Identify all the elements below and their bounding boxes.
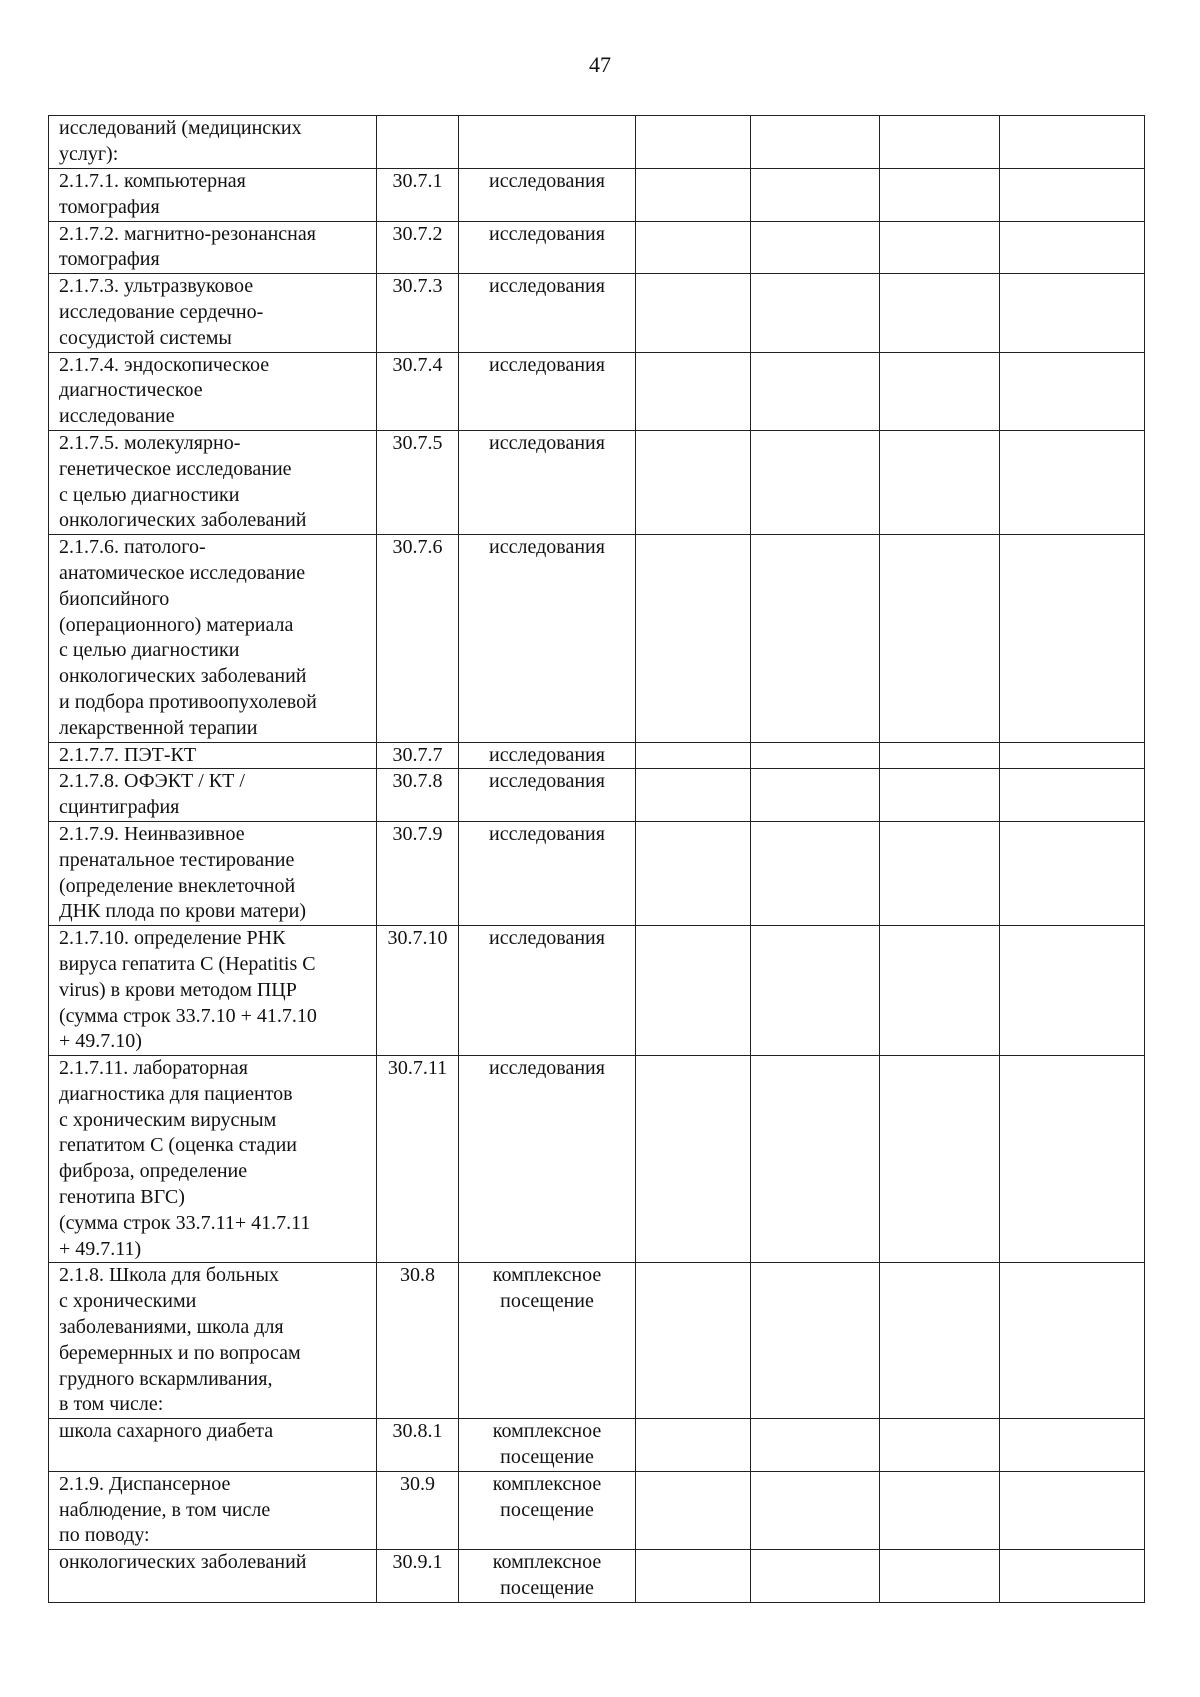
empty-value-cell (1000, 535, 1145, 742)
empty-value-cell (636, 116, 751, 169)
empty-value-cell (880, 535, 1000, 742)
empty-value-cell (751, 769, 880, 822)
row-unit-cell: исследования (459, 352, 636, 430)
empty-value-cell (636, 926, 751, 1056)
empty-value-cell (636, 1471, 751, 1549)
row-unit-cell: исследования (459, 221, 636, 274)
empty-value-cell (636, 742, 751, 769)
row-code-cell: 30.7.1 (377, 169, 459, 222)
table-row (49, 742, 1145, 769)
empty-value-cell (880, 1550, 1000, 1603)
empty-value-cell (880, 1056, 1000, 1263)
row-code-cell: 30.9 (377, 1471, 459, 1549)
row-name-cell: 2.1.7.11. лабораторная диагностика для пациентов с хроническим вирусным гепатитом С (оценка стадии фиброза, определение генотипа ВГС) (сумма строк 33.7.11+ 41.7.11 + 49.7.11) (49, 1056, 377, 1263)
row-unit-cell: исследования (459, 169, 636, 222)
empty-value-cell (880, 1263, 1000, 1419)
empty-value-cell (1000, 352, 1145, 430)
empty-value-cell (880, 116, 1000, 169)
empty-value-cell (636, 1056, 751, 1263)
empty-value-cell (1000, 742, 1145, 769)
table-row (49, 169, 1145, 222)
empty-value-cell (751, 1056, 880, 1263)
table-row (49, 221, 1145, 274)
empty-value-cell (1000, 1263, 1145, 1419)
empty-value-cell (751, 1263, 880, 1419)
row-name-cell: 2.1.7.9. Неинвазивное пренатальное тестирование (определение внеклеточной ДНК плода по крови матери) (49, 821, 377, 925)
empty-value-cell (751, 221, 880, 274)
row-code-cell: 30.7.6 (377, 535, 459, 742)
empty-value-cell (636, 535, 751, 742)
empty-value-cell (751, 926, 880, 1056)
empty-value-cell (1000, 274, 1145, 352)
table-row (49, 352, 1145, 430)
row-code-cell: 30.7.8 (377, 769, 459, 822)
empty-value-cell (1000, 1471, 1145, 1549)
row-unit-cell: исследования (459, 742, 636, 769)
empty-value-cell (636, 1263, 751, 1419)
row-unit-cell: исследования (459, 769, 636, 822)
row-code-cell: 30.7.11 (377, 1056, 459, 1263)
row-name-cell: 2.1.7.6. патолого- анатомическое исследование биопсийного (операционного) материала с целью диагностики онкологических заболеваний и подбора противоопухолевой лекарственной терапии (49, 535, 377, 742)
empty-value-cell (1000, 1419, 1145, 1472)
row-name-cell: 2.1.7.3. ультразвуковое исследование сердечно- сосудистой системы (49, 274, 377, 352)
empty-value-cell (880, 1419, 1000, 1472)
empty-value-cell (1000, 116, 1145, 169)
row-unit-cell: исследования (459, 430, 636, 534)
empty-value-cell (880, 169, 1000, 222)
empty-value-cell (1000, 430, 1145, 534)
empty-value-cell (636, 352, 751, 430)
row-unit-cell: комплексное посещение (459, 1550, 636, 1603)
row-code-cell: 30.7.2 (377, 221, 459, 274)
empty-value-cell (880, 430, 1000, 534)
table-row (49, 1471, 1145, 1549)
empty-value-cell (751, 430, 880, 534)
empty-value-cell (1000, 769, 1145, 822)
table-row (49, 116, 1145, 169)
row-code-cell (377, 116, 459, 169)
row-unit-cell: исследования (459, 535, 636, 742)
empty-value-cell (751, 535, 880, 742)
table-row (49, 274, 1145, 352)
empty-value-cell (880, 769, 1000, 822)
table-row (49, 1419, 1145, 1472)
row-name-cell: онкологических заболеваний (49, 1550, 377, 1603)
row-name-cell: школа сахарного диабета (49, 1419, 377, 1472)
row-name-cell: 2.1.7.10. определение РНК вируса гепатита С (Hepatitis C virus) в крови методом ПЦР (сумма строк 33.7.10 + 41.7.10 + 49.7.10) (49, 926, 377, 1056)
empty-value-cell (880, 221, 1000, 274)
empty-value-cell (636, 430, 751, 534)
empty-value-cell (636, 1419, 751, 1472)
row-name-cell: 2.1.7.4. эндоскопическое диагностическое исследование (49, 352, 377, 430)
row-unit-cell: исследования (459, 821, 636, 925)
table-row (49, 769, 1145, 822)
row-name-cell: 2.1.7.8. ОФЭКТ / КТ / сцинтиграфия (49, 769, 377, 822)
empty-value-cell (636, 221, 751, 274)
table-row (49, 430, 1145, 534)
row-name-cell: 2.1.7.5. молекулярно- генетическое исследование с целью диагностики онкологических заболеваний (49, 430, 377, 534)
row-name-cell: 2.1.8. Школа для больных с хроническими заболеваниями, школа для беремернных и по вопросам грудного вскармливания, в том числе: (49, 1263, 377, 1419)
row-code-cell: 30.7.3 (377, 274, 459, 352)
statistics-table (48, 115, 1145, 1603)
empty-value-cell (636, 1550, 751, 1603)
empty-value-cell (1000, 1056, 1145, 1263)
row-code-cell: 30.9.1 (377, 1550, 459, 1603)
page-number: 47 (589, 52, 611, 77)
table-row (49, 535, 1145, 742)
empty-value-cell (880, 821, 1000, 925)
row-unit-cell (459, 116, 636, 169)
empty-value-cell (751, 821, 880, 925)
empty-value-cell (751, 1550, 880, 1603)
empty-value-cell (636, 769, 751, 822)
empty-value-cell (636, 821, 751, 925)
row-name-cell: 2.1.7.7. ПЭТ-КТ (49, 742, 377, 769)
empty-value-cell (751, 274, 880, 352)
empty-value-cell (636, 169, 751, 222)
empty-value-cell (880, 352, 1000, 430)
empty-value-cell (751, 742, 880, 769)
empty-value-cell (1000, 1550, 1145, 1603)
empty-value-cell (751, 352, 880, 430)
empty-value-cell (751, 1471, 880, 1549)
row-code-cell: 30.7.10 (377, 926, 459, 1056)
empty-value-cell (751, 169, 880, 222)
empty-value-cell (880, 742, 1000, 769)
row-unit-cell: комплексное посещение (459, 1471, 636, 1549)
table-row (49, 1263, 1145, 1419)
table-row (49, 926, 1145, 1056)
empty-value-cell (1000, 821, 1145, 925)
row-code-cell: 30.7.7 (377, 742, 459, 769)
row-name-cell: 2.1.7.2. магнитно-резонансная томография (49, 221, 377, 274)
empty-value-cell (1000, 221, 1145, 274)
row-code-cell: 30.7.5 (377, 430, 459, 534)
row-name-cell: 2.1.9. Диспансерное наблюдение, в том числе по поводу: (49, 1471, 377, 1549)
empty-value-cell (880, 1471, 1000, 1549)
empty-value-cell (751, 116, 880, 169)
row-name-cell: 2.1.7.1. компьютерная томография (49, 169, 377, 222)
empty-value-cell (1000, 169, 1145, 222)
empty-value-cell (880, 274, 1000, 352)
empty-value-cell (880, 926, 1000, 1056)
empty-value-cell (636, 274, 751, 352)
table-row (49, 1550, 1145, 1603)
row-unit-cell: комплексное посещение (459, 1263, 636, 1419)
row-unit-cell: исследования (459, 274, 636, 352)
row-code-cell: 30.8 (377, 1263, 459, 1419)
empty-value-cell (751, 1419, 880, 1472)
row-unit-cell: исследования (459, 926, 636, 1056)
table-row (49, 821, 1145, 925)
row-unit-cell: комплексное посещение (459, 1419, 636, 1472)
table-row (49, 1056, 1145, 1263)
row-code-cell: 30.7.9 (377, 821, 459, 925)
row-code-cell: 30.7.4 (377, 352, 459, 430)
row-code-cell: 30.8.1 (377, 1419, 459, 1472)
empty-value-cell (1000, 926, 1145, 1056)
row-name-cell: исследований (медицинских услуг): (49, 116, 377, 169)
row-unit-cell: исследования (459, 1056, 636, 1263)
